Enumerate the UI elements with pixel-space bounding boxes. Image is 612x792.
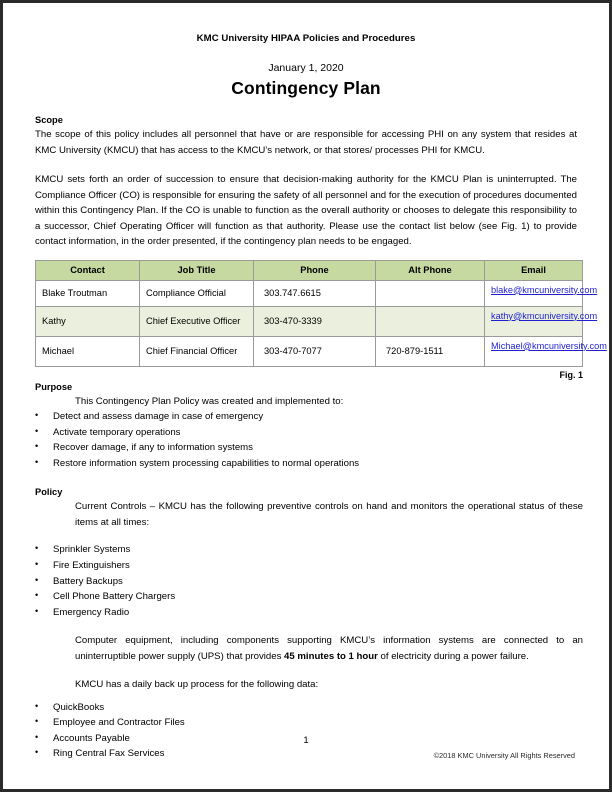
paragraph-spacer xyxy=(35,530,577,542)
table-row xyxy=(36,280,583,306)
list-item: • Recover damage, if any to information systems xyxy=(35,440,577,456)
email-link[interactable]: kathy@kmcuniversity.com xyxy=(491,310,598,321)
paragraph-spacer xyxy=(35,664,577,677)
cell-contact: Blake Troutman xyxy=(36,280,140,306)
copyright-notice: ©2018 KMC University All Rights Reserved xyxy=(433,751,575,760)
cell-phone: 303-470-3339 xyxy=(254,306,376,336)
ups-text-after: of electricity during a power failure. xyxy=(377,650,529,662)
ups-paragraph xyxy=(75,633,583,664)
cell-alt-phone xyxy=(376,306,485,336)
cell-phone: 303-470-7077 xyxy=(254,336,376,366)
list-item: • Sprinkler Systems xyxy=(35,542,577,558)
cell-contact: Kathy xyxy=(36,306,140,336)
list-item: • Employee and Contractor Files xyxy=(35,715,577,731)
paragraph-spacer xyxy=(35,158,577,172)
column-header-email: Email xyxy=(485,260,583,280)
figure-label: Fig. 1 xyxy=(559,369,583,380)
list-item: • Cell Phone Battery Chargers xyxy=(35,589,577,605)
purpose-heading: Purpose xyxy=(35,381,73,392)
page-title: Contingency Plan xyxy=(231,78,381,98)
list-item: • Accounts Payable xyxy=(35,731,577,747)
cell-alt-phone xyxy=(376,280,485,306)
list-item: • Activate temporary operations xyxy=(35,425,577,441)
table-header-row xyxy=(36,260,583,280)
column-header-alt-phone: Alt Phone xyxy=(376,260,485,280)
table-row xyxy=(36,336,583,366)
list-item: • Detect and assess damage in case of emergency xyxy=(35,409,577,425)
list-item: • Ring Central Fax Services xyxy=(35,746,577,762)
email-link[interactable]: Michael@kmcuniversity.com xyxy=(491,340,607,351)
list-item: • Battery Backups xyxy=(35,574,577,590)
table-row xyxy=(36,306,583,336)
list-item: • Emergency Radio xyxy=(35,605,577,621)
list-item: • Fire Extinguishers xyxy=(35,558,577,574)
page-number: 1 xyxy=(303,735,309,746)
ups-duration: 45 minutes to 1 hour xyxy=(284,650,378,662)
current-controls-list xyxy=(35,542,577,620)
cell-email xyxy=(485,306,598,336)
cell-contact: Michael xyxy=(36,336,140,366)
document-header-org: KMC University HIPAA Policies and Procedures xyxy=(196,33,416,44)
scope-heading: Scope xyxy=(35,115,63,125)
current-controls-intro: Current Controls – KMCU has the following preventive controls on hand and monitors the operational status of these items at all times: xyxy=(75,501,583,528)
document-date: January 1, 2020 xyxy=(268,62,344,74)
list-item: • QuickBooks xyxy=(35,700,577,716)
scope-paragraph-1: The scope of this policy includes all personnel that have or are responsible for accessing PHI on any system that resides at KMC University (KMCU) that has access to the KMCU’s network, or that stores/ processes PHI for KMCU. xyxy=(35,129,577,156)
purpose-list xyxy=(35,409,577,471)
column-header-phone: Phone xyxy=(254,260,376,280)
cell-job-title: Chief Executive Officer xyxy=(140,306,254,336)
column-header-job-title: Job Title xyxy=(140,260,254,280)
cell-job-title: Compliance Official xyxy=(140,280,254,306)
cell-email xyxy=(485,280,598,306)
backup-intro: KMCU has a daily back up process for the following data: xyxy=(75,679,319,691)
policy-heading: Policy xyxy=(35,487,63,498)
list-item: • Restore information system processing capabilities to normal operations xyxy=(35,456,577,472)
scope-paragraph-2: KMCU sets forth an order of succession to ensure that decision-making authority for the KMCU Plan is uninterrupted. The Compliance Officer (CO) is responsible for ensuring the safety of all personnel and for the execution of procedures documented within this Contingency Plan. If the CO is unable to function as the overall authority or chooses to delegate this responsibility to a successor, Chief Operating Officer will function as that authority. Please use the contact list below (see Fig. 1) to provide contact information, in the order presented, if the contingency plan needs to be engaged. xyxy=(35,174,577,248)
email-link[interactable]: blake@kmcuniversity.com xyxy=(491,284,598,295)
ups-text-before: Computer equipment, including components supporting KMCU’s information systems are connected to an uninterruptible power supply (UPS) that provides xyxy=(75,635,583,662)
paragraph-spacer xyxy=(35,620,577,633)
cell-alt-phone: 720-879-1511 xyxy=(376,336,485,366)
cell-job-title: Chief Financial Officer xyxy=(140,336,254,366)
cell-phone: 303.747.6615 xyxy=(254,280,376,306)
paragraph-spacer xyxy=(35,693,577,700)
contact-table xyxy=(35,260,607,367)
page-footer xyxy=(3,735,609,771)
purpose-intro: This Contingency Plan Policy was created and implemented to: xyxy=(75,395,344,407)
column-header-contact: Contact xyxy=(36,260,140,280)
cell-email xyxy=(485,336,607,366)
